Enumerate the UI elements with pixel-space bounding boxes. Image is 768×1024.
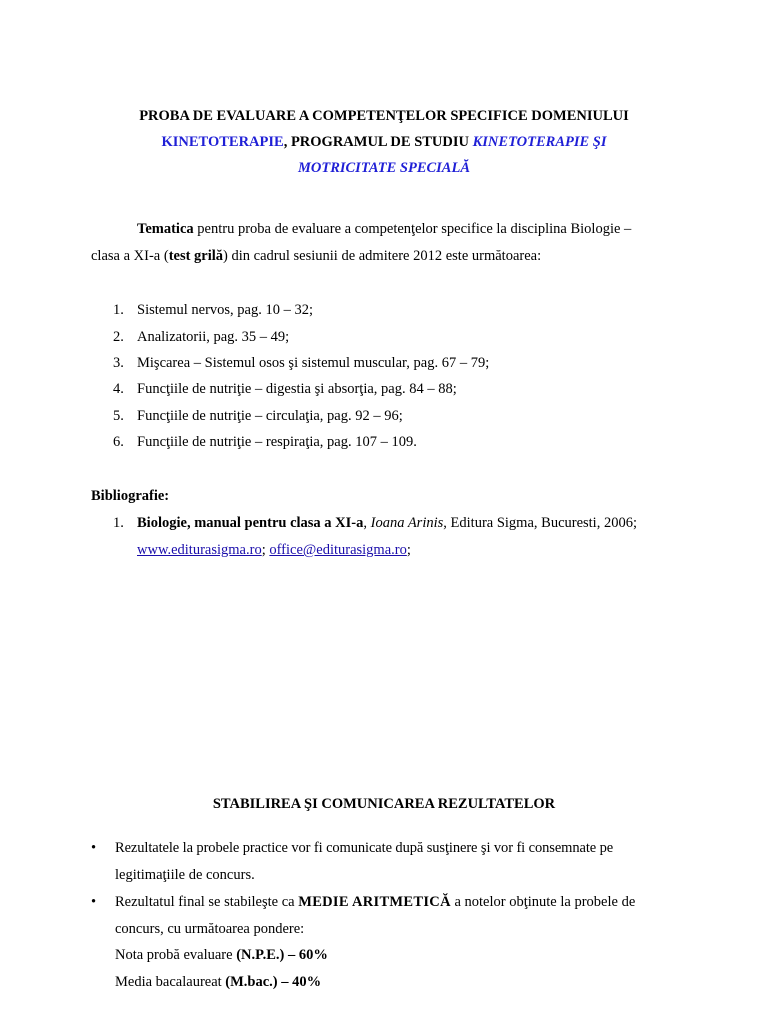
intro-line-1 <box>137 221 631 238</box>
list-item <box>113 329 289 346</box>
list-number: 3. <box>113 355 124 371</box>
list-text: Sistemul nervos, pag. 10 – 32; <box>137 302 314 318</box>
title-program-name: KINETOTERAPIE ŞI <box>472 134 607 150</box>
list-text: Mişcarea – Sistemul osos şi sistemul muscular, pag. 67 – 79; <box>137 355 490 371</box>
list-number: 2. <box>113 329 124 345</box>
medie-aritmetica: MEDIE ARITMETICĂ <box>298 894 451 910</box>
list-number: 1. <box>113 515 124 531</box>
book-publisher: , Editura Sigma, Bucuresti, 2006; <box>443 515 637 531</box>
bibliography-item: 1. Biologie, manual pentru clasa a XI-a, Ioana Arinis, Editura Sigma, Bucuresti, 2006; <box>113 515 637 531</box>
intro-bold-test: test grilă <box>168 248 224 264</box>
bibliography-links: www.editurasigma.ro; office@editurasigma.ro; <box>137 542 411 558</box>
list-text: Funcţiile de nutriţie – respiraţia, pag. 107 – 109. <box>137 434 417 450</box>
list-number: 4. <box>113 381 124 397</box>
bibliography-heading: Bibliografie: <box>91 488 170 504</box>
title-line-3 <box>0 160 768 177</box>
list-item <box>113 408 403 425</box>
title-line-1 <box>0 108 768 125</box>
npe-line: Nota probă evaluare (N.P.E.) – 60% <box>115 947 328 963</box>
list-text: Funcţiile de nutriţie – digestia şi absorţia, pag. 84 – 88; <box>137 381 457 397</box>
bullet-text-line-1: Rezultatul final se stabileşte ca MEDIE ARITMETICĂ a notelor obţinute la probele de <box>115 894 636 910</box>
title-kinetoterapie: KINETOTERAPIE <box>161 134 284 150</box>
website-link[interactable]: www.editurasigma.ro <box>137 542 262 558</box>
book-title: Biologie, manual pentru clasa a XI-a <box>137 515 364 531</box>
mbac-line: Media bacalaureat (M.bac.) – 40% <box>115 974 322 990</box>
list-item <box>113 355 489 372</box>
list-item <box>113 434 417 451</box>
list-item <box>113 381 457 398</box>
intro-text-1: pentru proba de evaluare a competenţelor specifice la disciplina Biologie – <box>193 221 632 237</box>
intro-line-2 <box>91 248 541 265</box>
list-text: Funcţiile de nutriţie – circulaţia, pag. 92 – 96; <box>137 408 403 424</box>
list-number: 5. <box>113 408 124 424</box>
results-heading: STABILIREA ŞI COMUNICAREA REZULTATELOR <box>212 796 556 812</box>
intro-text-2: clasa a XI-a ( <box>91 248 169 264</box>
bullet-icon: • <box>91 840 97 856</box>
title-program-name-cont: MOTRICITATE SPECIALĂ <box>297 160 471 176</box>
bullet-text-line-2: legitimaţiile de concurs. <box>115 867 255 883</box>
title-text-1: PROBA DE EVALUARE A COMPETENŢELOR SPECIFICE DOMENIULUI <box>139 108 629 124</box>
intro-bold-tematica: Tematica <box>137 221 194 237</box>
email-link[interactable]: office@editurasigma.ro <box>269 542 407 558</box>
intro-text-3: ) din cadrul sesiunii de admitere 2012 este următoarea: <box>223 248 542 264</box>
title-line-2 <box>0 134 768 151</box>
book-author: Ioana Arinis <box>370 515 444 531</box>
bullet-icon: • <box>91 894 97 910</box>
bullet-text-line-2: concurs, cu următoarea pondere: <box>115 921 305 937</box>
bullet-text-line-1: Rezultatele la probele practice vor fi comunicate după susţinere şi vor fi consemnate pe <box>115 840 614 856</box>
list-number: 6. <box>113 434 124 450</box>
list-item <box>113 302 313 319</box>
list-text: Analizatorii, pag. 35 – 49; <box>137 329 290 345</box>
title-program: , PROGRAMUL DE STUDIU <box>283 134 473 150</box>
list-number: 1. <box>113 302 124 318</box>
